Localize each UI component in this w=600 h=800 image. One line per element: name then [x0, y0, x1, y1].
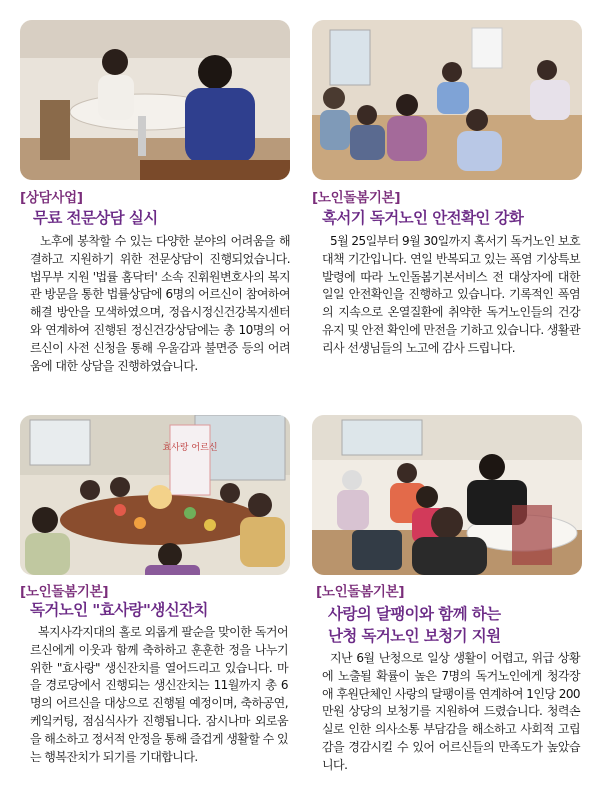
article-2-category: [노인돌봄기본] [312, 190, 401, 206]
article-3-title: 독거노인 "효사랑"생신잔치 [30, 601, 208, 619]
article-1-photo [20, 20, 290, 180]
article-3-body: 복지사각지대의 홀로 외롭게 팔순을 맞이한 독거어르신에게 이웃과 함께 축하하고 훈훈한 정을 나누기 위한 "효사랑" 생신잔치를 열어드리고 있습니다. 마을 경로당에서 진행되는 생신잔치는 11월까지 총 6명의 어르신을 대상으로 진행될 예정이며, 축하공연, 케잌커팅, 점심식사가 진행됩니다. 잠시나마 외로움을 해소하고 정서적 안정을 통해 즐겁게 생활할 수 있는 행복잔치가 되기를 기대합니다. [30, 625, 288, 764]
article-1-category: [상담사업] [20, 190, 83, 206]
article-3-photo [20, 415, 290, 575]
article-2-photo [312, 20, 582, 180]
banner-text: 효사랑 어르신 [162, 443, 218, 453]
article-3-category: [노인돌봄기본] [20, 584, 109, 600]
article-2-body: 5월 25일부터 9월 30일까지 혹서기 독거노인 보호대책 기간입니다. 연일 반복되고 있는 폭염 기상특보 발령에 따라 노인돌봄기본서비스 전 대상자에 대한 일일 안전확인을 진행하고 있습니다. 기록적인 폭염의 지속으로 온열질환에 취약한 독거노인들의 건강유지 및 안전 확인에 만전을 기하고 있습니다. 생활관리사 선생님들의 노고에 감사 드립니다. [322, 234, 580, 355]
article-2-title: 혹서기 독거노인 안전확인 강화 [322, 209, 524, 227]
article-4-photo [312, 415, 582, 575]
article-4-category: [노인돌봄기본] [316, 584, 405, 600]
article-1-title: 무료 전문상담 실시 [33, 209, 158, 227]
article-1-body: 노후에 봉착할 수 있는 다양한 분야의 어려움을 해결하고 지원하기 위한 전문상담이 진행되었습니다. 법무부 지원 '법률 홈닥터' 소속 진휘원변호사의 복지관 방문을 통한 법률상담에 6명의 어르신이 참여하여 해결 방안을 모색하였으며, 정읍시정신건강복지센터와 연계하여 진행된 정신건강상담에는 총 10명의 어르신이 사전 신청을 통해 우울감과 불면증 등의 어려움에 대한 상담을 진행하였습니다. [30, 234, 290, 373]
article-4-body: 지난 6월 난청으로 일상 생활이 어렵고, 위급 상황에 노출될 확률이 높은 7명의 독거노인에게 청각장애 후원단체인 사랑의 달팽이를 연계하여 1인당 200만원 상당의 보청기를 지원하여 드렸습니다. 청력손실로 인한 의사소통 부담감을 해소하고 사회적 고립감을 경감시킬 수 있어 어르신들의 만족도가 높았습니다. [322, 651, 580, 772]
article-4-title: 사랑의 달팽이와 함께 하는 [328, 605, 501, 623]
article-4-title-line2: 난청 독거노인 보청기 지원 [328, 627, 501, 645]
